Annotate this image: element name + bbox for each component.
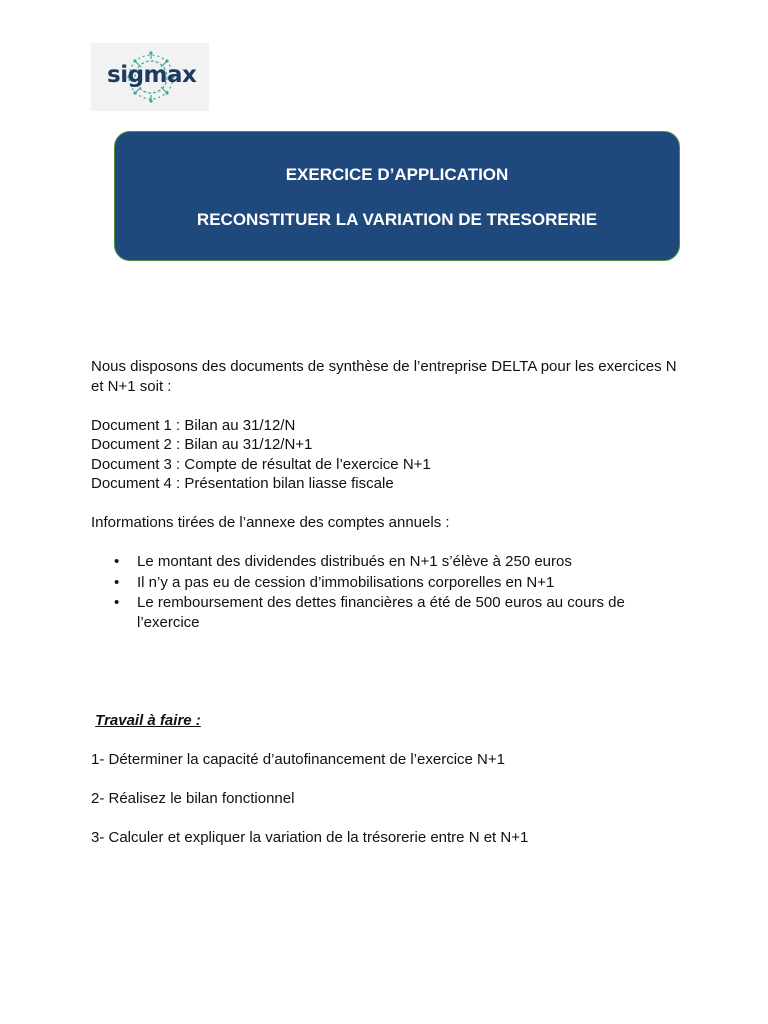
document-line: Document 2 : Bilan au 31/12/N+1 (91, 436, 313, 453)
list-item (91, 573, 681, 593)
bullet-icon: • (114, 594, 120, 611)
informations-title: Informations tirées de l’annexe des comptes annuels : (91, 514, 450, 531)
task-item: 3- Calculer et expliquer la variation de la trésorerie entre N et N+1 (91, 829, 529, 846)
task-item: 1- Déterminer la capacité d’autofinancement de l’exercice N+1 (91, 751, 505, 768)
logo-wordmark: sigmax (107, 62, 197, 88)
list-item-text: Le montant des dividendes distribués en N+1 s’élève à 250 euros (137, 553, 572, 570)
document-body (91, 357, 681, 848)
list-item (91, 593, 681, 632)
list-item (91, 552, 681, 572)
bullet-icon: • (114, 573, 120, 591)
intro-paragraph: Nous disposons des documents de synthèse de l’entreprise DELTA pour les exercices N et N+1 soit : (91, 358, 677, 395)
work-title: Travail à faire : (95, 712, 201, 729)
list-item-text: Le remboursement des dettes financières a été de 500 euros au cours de l’exercice (137, 594, 625, 631)
banner-title: EXERCICE D’APPLICATION (285, 165, 509, 184)
company-logo (91, 43, 209, 111)
banner-subtitle: RECONSTITUER LA VARIATION DE TRESORERIE (196, 210, 598, 229)
document-line: Document 1 : Bilan au 31/12/N (91, 416, 296, 434)
document-line: Document 4 : Présentation bilan liasse fiscale (91, 475, 394, 492)
bullet-icon: • (114, 553, 120, 570)
task-item: 2- Réalisez le bilan fonctionnel (91, 790, 295, 807)
informations-list (91, 552, 681, 632)
title-banner (114, 131, 680, 261)
list-item-text: Il n’y a pas eu de cession d’immobilisations corporelles en N+1 (137, 573, 555, 591)
document-line: Document 3 : Compte de résultat de l’exercice N+1 (91, 455, 431, 473)
